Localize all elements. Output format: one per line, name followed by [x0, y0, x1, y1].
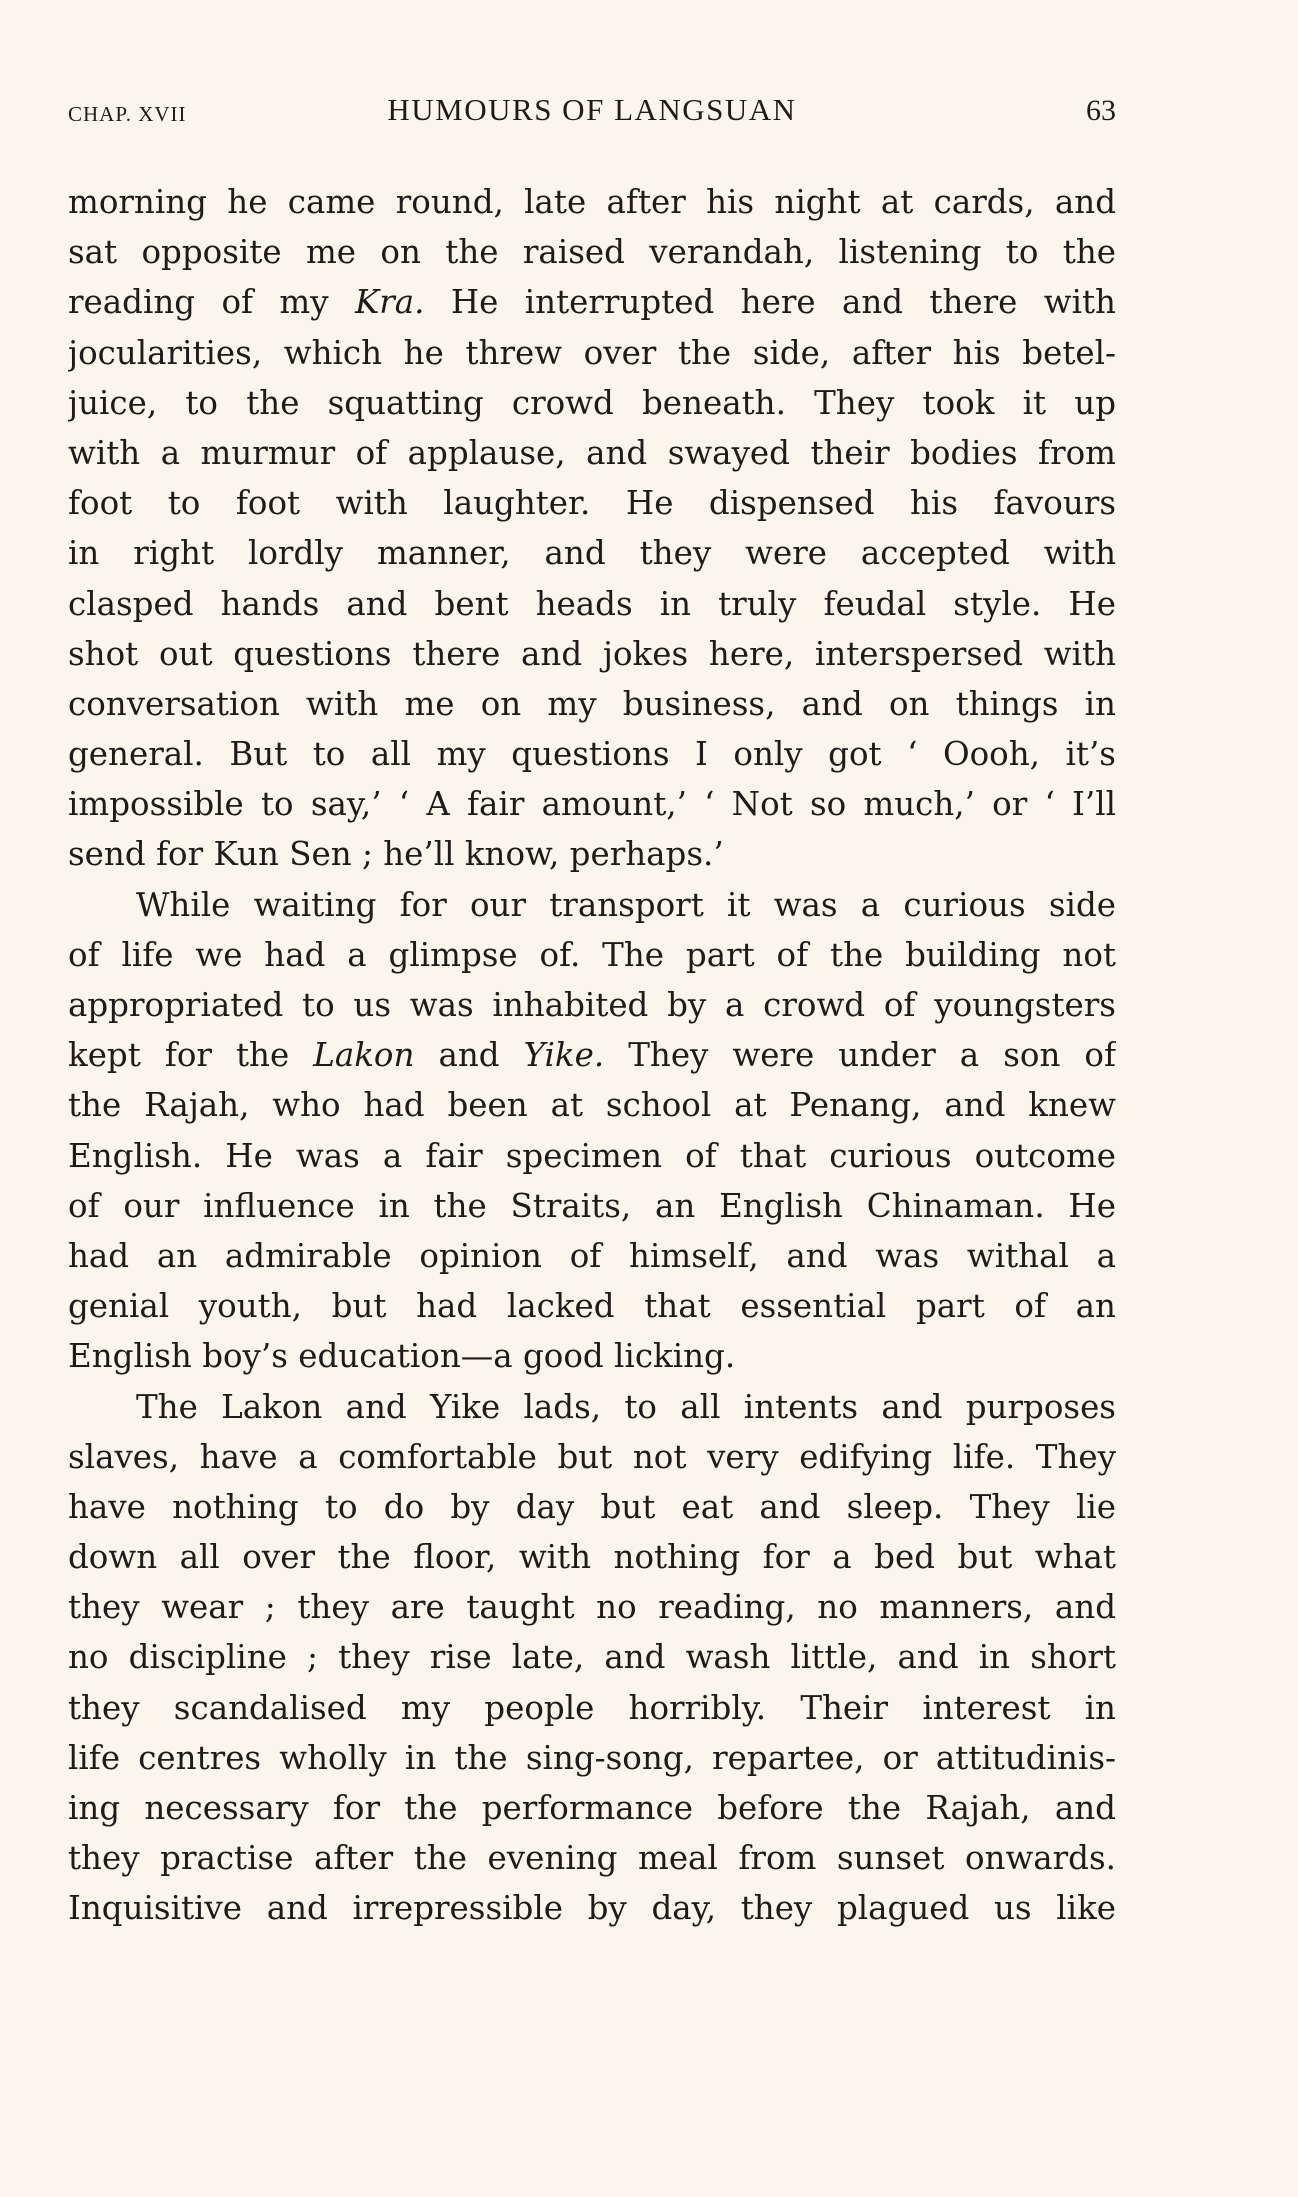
text-line: foot to foot with laughter. He dispensed his favours: [68, 484, 1116, 523]
text-line: impossible to say,’ ‘ A fair amount,’ ‘ Not so much,’ or ‘ I’ll: [68, 785, 1116, 824]
running-title: HUMOURS OF LANGSUAN: [387, 92, 797, 127]
page-number: 63: [1086, 94, 1116, 127]
text-line: ing necessary for the performance before the Rajah, and: [68, 1789, 1116, 1827]
body-text: [68, 177, 1116, 1934]
text-line: life centres wholly in the sing-song, repartee, or attitudinis-: [68, 1738, 1116, 1777]
text-line: English. He was a fair specimen of that curious outcome: [68, 1136, 1116, 1175]
text-line: appropriated to us was inhabited by a crowd of youngsters: [68, 986, 1116, 1024]
line-segment: They were under a son of: [604, 1036, 1116, 1075]
text-line: send for Kun Sen ; he’ll know, perhaps.’: [68, 835, 724, 874]
italic-word: Kra.: [354, 283, 425, 322]
text-line: morning he came round, late after his night at cards, and: [68, 183, 1116, 221]
italic-word: Lakon: [313, 1036, 415, 1075]
line-segment: He interrupted here and there with: [424, 283, 1116, 322]
running-head: [68, 92, 1116, 136]
text-line: the Rajah, who had been at school at Penang, and knew: [68, 1086, 1116, 1125]
text-line: jocularities, which he threw over the side, after his betel-: [68, 333, 1116, 372]
italic-word: Yike.: [523, 1036, 605, 1075]
text-line: sat opposite me on the raised verandah, listening to the: [68, 233, 1116, 272]
text-line: English boy’s education—a good licking.: [68, 1337, 736, 1376]
line-segment: and: [414, 1036, 524, 1075]
text-line: down all over the floor, with nothing for a bed but what: [68, 1538, 1116, 1577]
text-line: juice, to the squatting crowd beneath. They took it up: [68, 383, 1116, 422]
text-line: [68, 277, 1116, 327]
text-line: The Lakon and Yike lads, to all intents and purposes: [136, 1387, 1116, 1426]
text-line: conversation with me on my business, and on things in: [68, 684, 1116, 723]
text-line: of life we had a glimpse of. The part of the building not: [68, 935, 1116, 974]
text-line: they scandalised my people horribly. Their interest in: [68, 1688, 1116, 1727]
text-line: slaves, have a comfortable but not very edifying life. They: [68, 1437, 1116, 1476]
text-line: clasped hands and bent heads in truly feudal style. He: [68, 584, 1116, 623]
text-line: no discipline ; they rise late, and wash little, and in short: [68, 1638, 1116, 1677]
text-line: of our influence in the Straits, an English Chinaman. He: [68, 1186, 1116, 1225]
text-line: with a murmur of applause, and swayed their bodies from: [68, 433, 1116, 472]
text-line: in right lordly manner, and they were accepted with: [68, 534, 1116, 573]
text-line: genial youth, but had lacked that essential part of an: [68, 1287, 1116, 1326]
text-line: general. But to all my questions I only got ‘ Oooh, it’s: [68, 735, 1116, 774]
line-segment: reading of my: [68, 283, 355, 322]
text-line: they practise after the evening meal from sunset onwards.: [68, 1839, 1116, 1878]
text-line: [68, 1030, 1116, 1080]
text-line: While waiting for our transport it was a curious side: [136, 885, 1116, 924]
line-segment: kept for the: [68, 1036, 314, 1075]
text-line: they wear ; they are taught no reading, no manners, and: [68, 1588, 1116, 1627]
text-line: shot out questions there and jokes here, interspersed with: [68, 634, 1116, 673]
text-line: have nothing to do by day but eat and sleep. They lie: [68, 1487, 1116, 1526]
text-line: had an admirable opinion of himself, and was withal a: [68, 1236, 1116, 1275]
chapter-label: CHAP. XVII: [68, 102, 187, 126]
text-line: Inquisitive and irrepressible by day, they plagued us like: [68, 1889, 1116, 1928]
